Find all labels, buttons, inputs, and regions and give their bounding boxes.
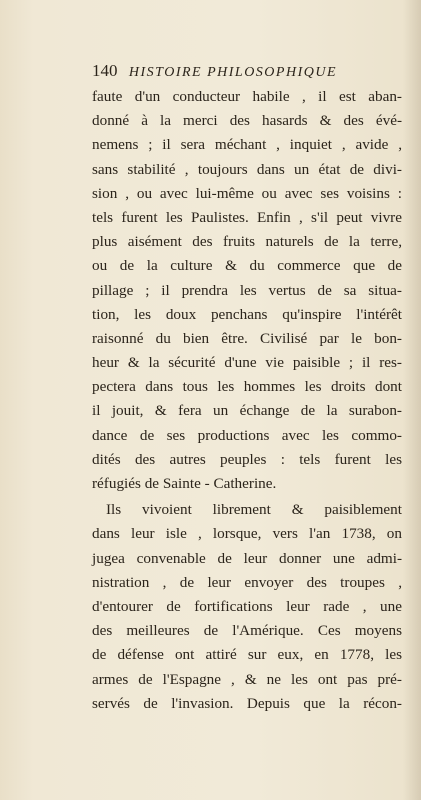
text-line: réfugiés de Sainte - Catherine.: [92, 475, 277, 492]
text-line: d'entourer de fortifications leur rade , une: [92, 597, 402, 615]
running-title: HISTOIRE PHILOSOPHIQUE: [128, 65, 338, 80]
text-line: heur & la sécurité d'une vie paisible ; il res-: [92, 354, 402, 372]
text-line: tels furent les Paulistes. Enfin , s'il peut vivre: [92, 208, 402, 226]
text-line: faute d'un conducteur habile , il est aban-: [92, 88, 402, 105]
paragraph-1: [92, 85, 402, 496]
text-line: tion, les doux penchans qu'inspire l'intérêt: [92, 305, 402, 323]
text-line: de défense ont attiré sur eux, en 1778, les: [92, 646, 402, 664]
text-line: armes de l'Espagne , & ne les ont pas pré-: [92, 670, 402, 688]
text-line: donné à la merci des hasards & des évé-: [92, 112, 402, 130]
text-line: nemens ; il sera méchant , inquiet , avide ,: [92, 136, 402, 154]
text-line: dance de ses productions avec les commo-: [92, 426, 402, 444]
paragraph-2: [92, 498, 402, 716]
body-text: [92, 85, 402, 716]
text-line: servés de l'invasion. Depuis que la récon-: [92, 694, 402, 712]
page-header: [92, 60, 392, 84]
text-line: ou de la culture & du commerce que de: [92, 257, 402, 275]
text-line: Ils vivoient librement & paisiblement: [106, 501, 402, 519]
page-number: 140: [92, 61, 118, 80]
text-line: dans leur isle , lorsque, vers l'an 1738, on: [92, 525, 402, 543]
text-line: sion , ou avec lui-même ou avec ses voisins :: [92, 184, 402, 202]
text-line: pillage ; il prendra les vertus de sa situa-: [92, 281, 402, 299]
text-line: dités des autres peuples : tels furent les: [92, 450, 402, 468]
text-line: jugea convenable de leur donner une admi-: [92, 549, 402, 567]
text-line: nistration , de leur envoyer des troupes ,: [92, 573, 402, 591]
text-line: pectera dans tous les hommes les droits dont: [92, 378, 402, 396]
text-line: raisonné du bien être. Civilisé par le bon-: [92, 329, 402, 347]
text-line: des meilleures de l'Amérique. Ces moyens: [92, 622, 402, 640]
text-line: plus aisément des fruits naturels de la terre,: [92, 233, 402, 251]
text-line: il jouit, & fera un échange de la surabon-: [92, 402, 402, 420]
page-edge-shadow: [403, 0, 421, 800]
text-line: sans stabilité , toujours dans un état de divi-: [92, 160, 402, 178]
